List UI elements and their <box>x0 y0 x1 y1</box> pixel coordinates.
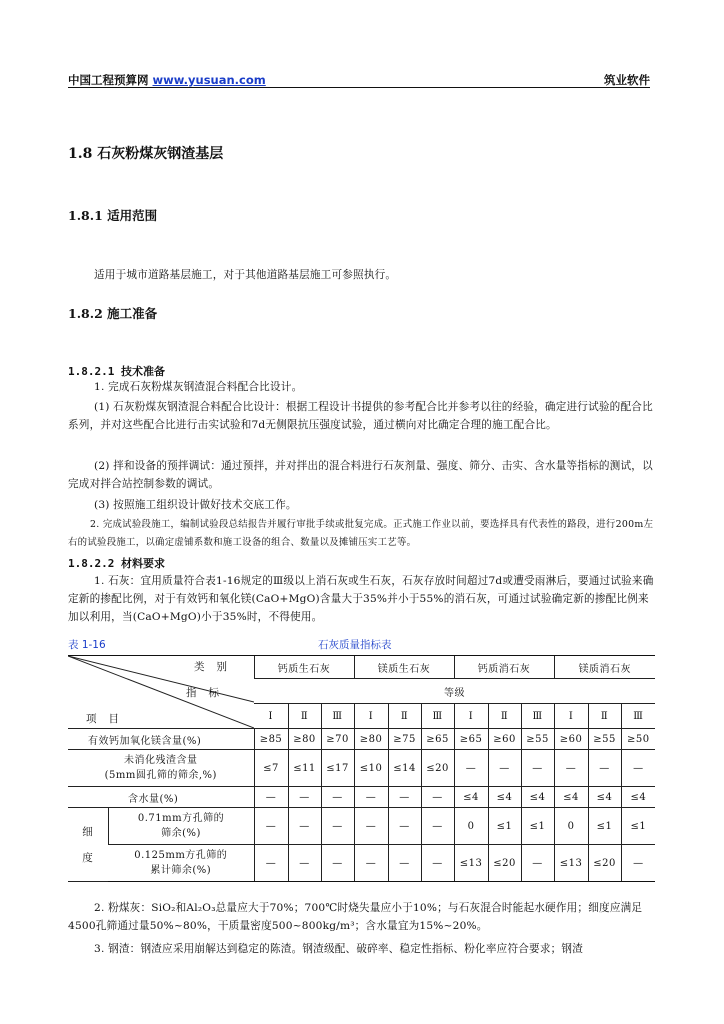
table-cell: — <box>388 845 421 882</box>
table-row <box>68 750 655 787</box>
row-label-line-1: 0.71mm方孔筛的 <box>137 813 225 824</box>
section-title-1-8-2-2: 1.8.2.2 材料要求 <box>68 557 165 570</box>
fineness-label-char-1: 细 <box>82 825 94 838</box>
table-row <box>68 808 655 845</box>
paragraph-tech-3: (2) 拌和设备的预拌调试：通过预拌，并对拌出的混合料进行石灰剂量、强度、筛分、击实、含水量等指标的测试，以完成对拌合站控制参数的调试。 <box>68 460 653 490</box>
lime-quality-table <box>68 655 655 882</box>
header-right-text: 筑业软件 <box>604 73 650 87</box>
table-cell: — <box>254 808 288 845</box>
grade-cell: Ⅰ <box>254 704 288 729</box>
table-cell: ≤20 <box>488 845 521 882</box>
table-cell: — <box>321 787 354 808</box>
table-cell: — <box>621 845 655 882</box>
table-cell: ≤1 <box>521 808 554 845</box>
table-cell: — <box>254 787 288 808</box>
table-cell: ≤4 <box>588 787 621 808</box>
table-cell: — <box>288 845 321 882</box>
table-row <box>68 845 655 882</box>
table-cell: ≤20 <box>588 845 621 882</box>
grade-cell: Ⅱ <box>488 704 521 729</box>
fineness-label <box>68 808 108 882</box>
table-cell: ≤7 <box>254 750 288 787</box>
section-title-1-8: 1.8 石灰粉煤灰钢渣基层 <box>68 146 224 162</box>
paragraph-fly-ash: 2. 粉煤灰：SiO₂和Al₂O₃总量应大于70%；700℃时烧失量应小于10%；与石灰混合时能起水硬作用；细度应满足4500孔筛通过量50%~80%，干质量密度500~800kg/m³；含水量宜为15%~20%。 <box>68 902 643 932</box>
fineness-label-char-2: 度 <box>82 851 94 864</box>
table-cell: ≥80 <box>354 729 388 750</box>
table-cell: — <box>354 787 388 808</box>
corner-label-indicator: 指标 <box>186 687 231 699</box>
table-cell: 0 <box>554 808 588 845</box>
table-cell: ≥70 <box>321 729 354 750</box>
row-label <box>68 750 254 787</box>
table-cell: ≤10 <box>354 750 388 787</box>
page-header <box>68 72 650 88</box>
grade-cell: Ⅲ <box>621 704 655 729</box>
table-cell: — <box>521 750 554 787</box>
table-cell: ≥80 <box>288 729 321 750</box>
row-label-line-1: 0.125mm方孔筛的 <box>134 850 228 861</box>
table-cell: — <box>388 787 421 808</box>
table-cell: ≥55 <box>521 729 554 750</box>
table-cell: ≥65 <box>454 729 488 750</box>
table-cell: ≤20 <box>421 750 454 787</box>
table-cell: ≥55 <box>588 729 621 750</box>
table-cell: ≤13 <box>554 845 588 882</box>
table-cell: — <box>288 808 321 845</box>
paragraph-tech-2: (1) 石灰粉煤灰钢渣混合料配合比设计：根据工程设计书提供的参考配合比并参考以往的经验，确定进行试验的配合比系列，并对这些配合比进行击实试验和7d无侧限抗压强度试验，通过横向对比确定合理的施工配合比。 <box>68 401 653 431</box>
table-cell: — <box>321 808 354 845</box>
paragraph-lime: 1. 石灰：宜用质量符合表1-16规定的Ⅲ级以上消石灰或生石灰，石灰存放时间超过7d或遭受雨淋后，要通过试验来确定新的掺配比例，对于有效钙和氧化镁(CaO+MgO)含量大于35%并小于55%的消石灰，可通过试验确定新的掺配比例来加以利用，当(CaO+MgO)小于35%时，不得使用。 <box>68 575 654 623</box>
paragraph-tech-4: (3) 按照施工组织设计做好技术交底工作。 <box>94 499 297 511</box>
table-cell: — <box>621 750 655 787</box>
row-label-line-2: 累计筛余(%) <box>150 865 212 876</box>
section-title-1-8-2-1: 1.8.2.1 技术准备 <box>68 365 165 378</box>
row-label <box>108 808 254 845</box>
table-cell: ≤4 <box>488 787 521 808</box>
table-cell: ≤4 <box>454 787 488 808</box>
table-cell: ≤4 <box>621 787 655 808</box>
paragraph-steel-slag: 3. 钢渣：钢渣应采用崩解达到稳定的陈渣。钢渣级配、破碎率、稳定性指标、粉化率应符合要求；钢渣 <box>94 943 583 955</box>
grade-cell: Ⅱ <box>588 704 621 729</box>
group-header: 钙质生石灰 <box>254 656 354 679</box>
table-cell: — <box>388 808 421 845</box>
paragraph-tech-1: 1. 完成石灰粉煤灰钢渣混合料配合比设计。 <box>94 381 303 393</box>
group-header: 镁质生石灰 <box>354 656 454 679</box>
group-header: 钙质消石灰 <box>454 656 554 679</box>
table-cell: ≥60 <box>554 729 588 750</box>
table-cell: — <box>254 845 288 882</box>
section-title-1-8-2: 1.8.2 施工准备 <box>68 306 158 321</box>
table-caption: 石灰质量指标表 <box>318 639 392 651</box>
table-cell: — <box>588 750 621 787</box>
paragraph-tech-5: 2. 完成试验段施工，编制试验段总结报告并履行审批手续或批复完成。正式施工作业以前，要选择具有代表性的路段，进行200m左右的试验段施工，以确定虚铺系数和施工设备的组合、数量以及摊铺压实工艺等。 <box>68 519 654 548</box>
table-cell: — <box>354 808 388 845</box>
row-label <box>108 845 254 882</box>
table-row <box>68 729 655 750</box>
grade-cell: Ⅲ <box>321 704 354 729</box>
row-label-line-2: 筛余(%) <box>161 828 201 839</box>
table-cell: ≤1 <box>488 808 521 845</box>
grade-cell: Ⅱ <box>388 704 421 729</box>
row-label: 含水量(%) <box>68 787 254 808</box>
table-cell: ≤13 <box>454 845 488 882</box>
paragraph-scope: 适用于城市道路基层施工，对于其他道路基层施工可参照执行。 <box>94 269 397 281</box>
table-cell: ≤17 <box>321 750 354 787</box>
table-cell: ≤4 <box>521 787 554 808</box>
table-cell: — <box>521 845 554 882</box>
table-cell: ≤14 <box>388 750 421 787</box>
table-cell: — <box>421 808 454 845</box>
table-cell: — <box>554 750 588 787</box>
grade-cell: Ⅰ <box>454 704 488 729</box>
grade-cell: Ⅱ <box>288 704 321 729</box>
table-cell: ≤4 <box>554 787 588 808</box>
table-cell: — <box>321 845 354 882</box>
table-row <box>68 787 655 808</box>
table-cell: ≥75 <box>388 729 421 750</box>
table-cell: — <box>488 750 521 787</box>
table-cell: ≤11 <box>288 750 321 787</box>
group-header: 镁质消石灰 <box>554 656 655 679</box>
table-cell: ≤1 <box>588 808 621 845</box>
table-cell: ≥50 <box>621 729 655 750</box>
table-cell: — <box>354 845 388 882</box>
row-label-line-2: (5mm圆孔筛的筛余,%) <box>104 770 217 781</box>
header-url-link[interactable]: www.yusuan.com <box>152 73 266 87</box>
table-cell: 0 <box>454 808 488 845</box>
corner-label-category: 类别 <box>194 661 239 673</box>
grade-cell: Ⅲ <box>421 704 454 729</box>
grade-cell: Ⅰ <box>354 704 388 729</box>
corner-label-item: 项目 <box>86 713 131 725</box>
table-cell: ≥60 <box>488 729 521 750</box>
table-number: 表 1-16 <box>68 639 106 651</box>
row-label-line-1: 未消化残渣含量 <box>124 755 198 766</box>
table-corner-header <box>68 656 254 729</box>
header-site-name: 中国工程预算网 <box>68 73 149 87</box>
table-cell: ≥65 <box>421 729 454 750</box>
table-cell: ≥85 <box>254 729 288 750</box>
grade-header: 等级 <box>254 679 655 704</box>
grade-cell: Ⅰ <box>554 704 588 729</box>
table-cell: — <box>421 787 454 808</box>
table-cell: ≤1 <box>621 808 655 845</box>
row-label: 有效钙加氧化镁含量(%) <box>68 729 254 750</box>
table-cell: — <box>454 750 488 787</box>
grade-cell: Ⅲ <box>521 704 554 729</box>
table-cell: — <box>421 845 454 882</box>
table-cell: — <box>288 787 321 808</box>
section-title-1-8-1: 1.8.1 适用范围 <box>68 208 158 223</box>
